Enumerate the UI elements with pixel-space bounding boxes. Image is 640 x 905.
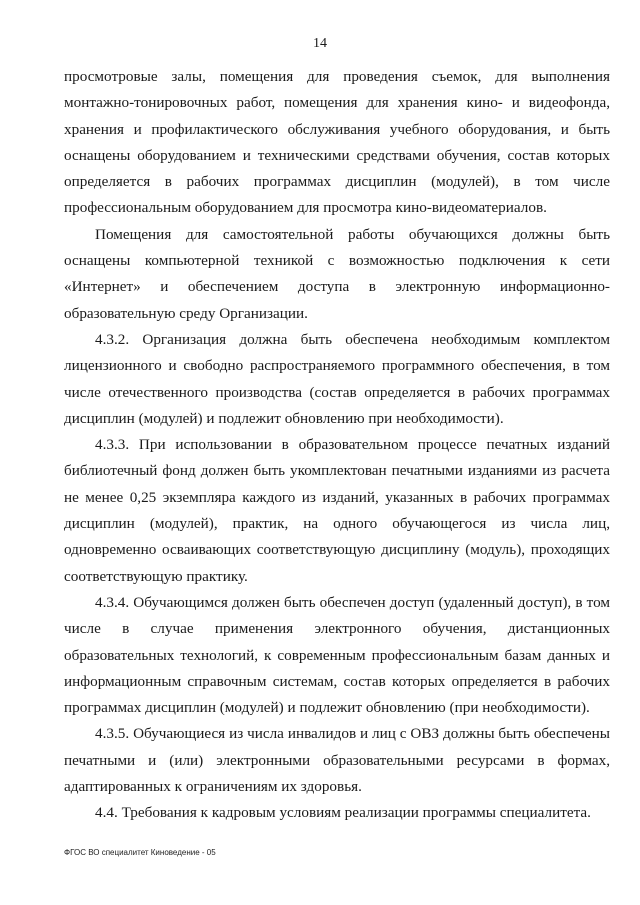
paragraph-4-3-5: 4.3.5. Обучающиеся из числа инвалидов и лиц с ОВЗ должны быть обеспечены печатными и (или) электронными образовательными ресурсами в формах, адаптированных к ограничениям их здоровья.: [64, 725, 610, 796]
page-number: 14: [313, 36, 327, 51]
paragraph-continuation: просмотровые залы, помещения для проведения съемок, для выполнения монтажно-тонировочных работ, помещения для хранения кино- и видеофонда, хранения и профилактического обслуживания учебного оборудования, и быть оснащены оборудованием и техническими средствами обучения, состав которых определяется в рабочих программах дисциплин (модулей), в том числе профессиональным оборудованием для просмотра кино-видеоматериалов.: [64, 68, 610, 217]
paragraph-self-study-rooms: Помещения для самостоятельной работы обучающихся должны быть оснащены компьютерной техникой с возможностью подключения к сети «Интернет» и обеспечением доступа в электронную информационно-образовательную среду Организации.: [64, 225, 610, 322]
paragraph-4-4: 4.4. Требования к кадровым условиям реализации программы специалитета.: [95, 804, 591, 822]
paragraph-4-3-2: 4.3.2. Организация должна быть обеспечена необходимым комплектом лицензионного и свободно распространяемого программного обеспечения, в том числе отечественного производства (состав определяется в рабочих программах дисциплин (модулей) и подлежит обновлению при необходимости).: [64, 330, 610, 427]
paragraph-4-3-4: 4.3.4. Обучающимся должен быть обеспечен доступ (удаленный доступ), в том числе в случае применения электронного обучения, дистанционных образовательных технологий, к современным профессиональным базам данных и информационным справочным системам, состав которых определяется в рабочих программах дисциплин (модулей) и подлежит обновлению (при необходимости).: [64, 593, 610, 717]
footer-document-code: ФГОС ВО специалитет Киноведение - 05: [64, 848, 216, 857]
paragraph-4-3-3: 4.3.3. При использовании в образовательном процессе печатных изданий библиотечный фонд должен быть укомплектован печатными изданиями из расчета не менее 0,25 экземпляра каждого из изданий, указанных в рабочих программах дисциплин (модулей), практик, на одного обучающегося из числа лиц, одновременно осваивающих соответствующую дисциплину (модуль), проходящих соответствующую практику.: [64, 436, 610, 585]
document-body: [64, 64, 610, 827]
